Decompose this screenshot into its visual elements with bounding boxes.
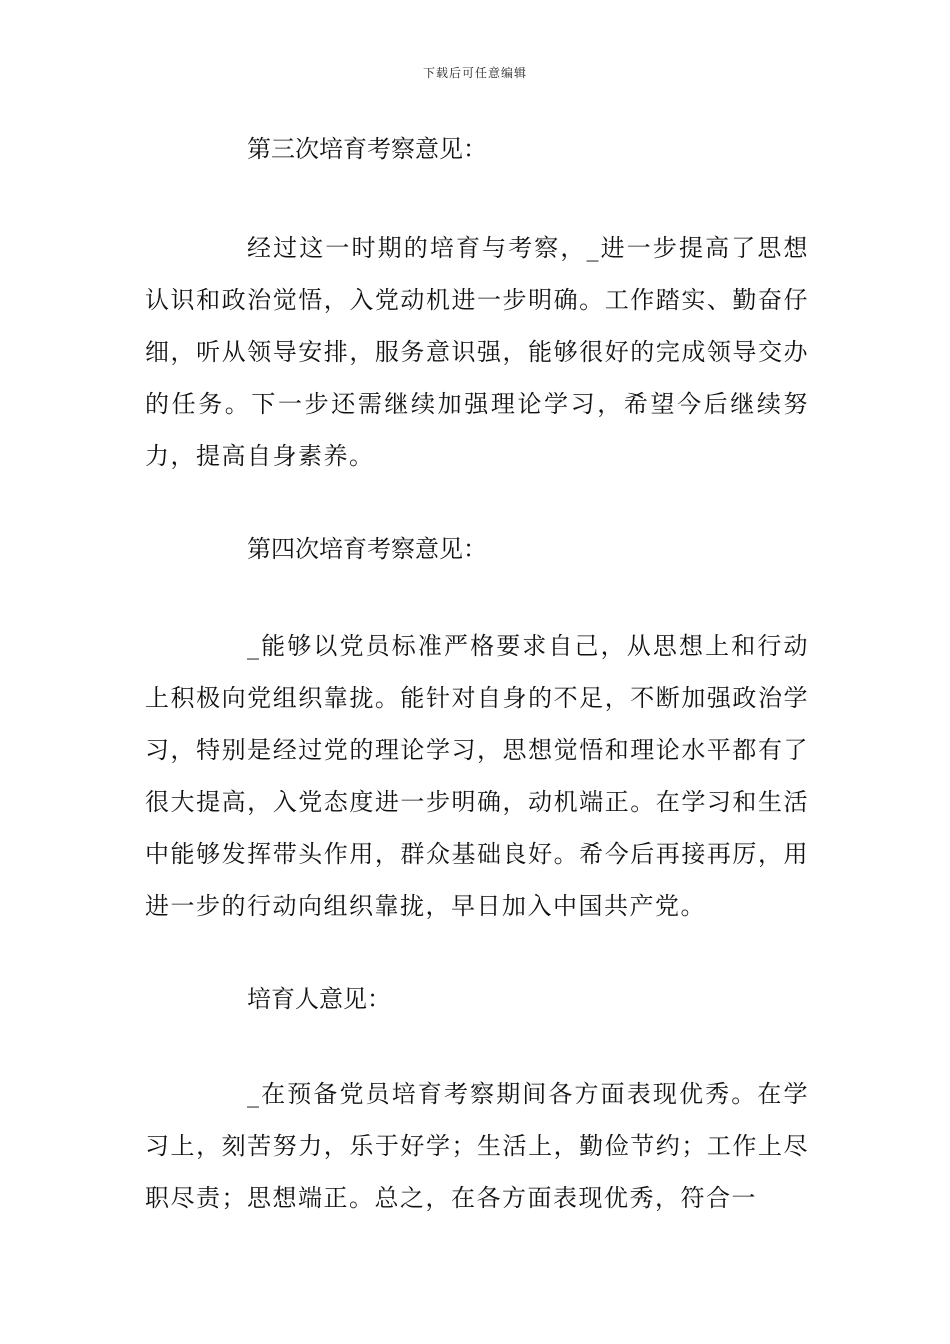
section-body-third-review: 经过这一时期的培育与考察，_进一步提高了思想认识和政治觉悟，入党动机进一步明确。工作踏实、勤奋仔细，听从领导安排，服务意识强，能够很好的完成领导交办的任务。下一步还需继续加强理论学习，希望今后继续努力，提高自身素养。 [145, 234, 809, 470]
section-body-fourth-review: _能够以党员标准严格要求自己，从思想上和行动上积极向党组织靠拢。能针对自身的不足，不断加强政治学习，特别是经过党的理论学习，思想觉悟和理论水平都有了很大提高，入党态度进一步明确，动机端正。在学习和生活中能够发挥带头作用，群众基础良好。希今后再接再厉，用进一步的行动向组织靠拢，早日加入中国共产党。 [145, 632, 809, 920]
header-note: 下载后可任意编辑 [422, 66, 527, 80]
section-heading-third-review: 第三次培育考察意见： [247, 135, 487, 163]
section-heading-fourth-review: 第四次培育考察意见： [247, 535, 487, 563]
section-heading-mentor-opinion: 培育人意见： [247, 985, 391, 1013]
section-body-mentor-opinion: _在预备党员培育考察期间各方面表现优秀。在学习上，刻苦努力，乐于好学；生活上，勤俭节约；工作上尽职尽责；思想端正。总之，在各方面表现优秀，符合一 [145, 1080, 809, 1212]
